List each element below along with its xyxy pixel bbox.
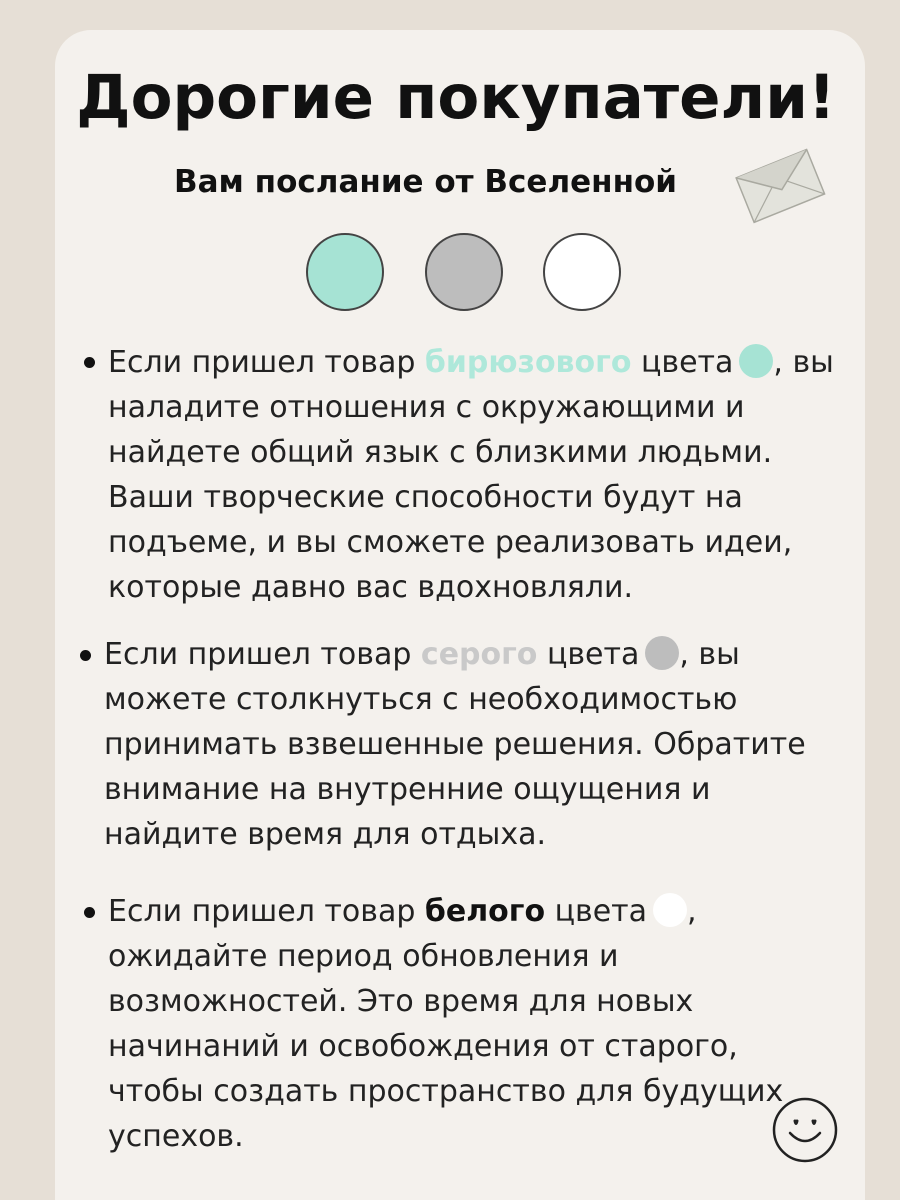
item-line: принимать взвешенные решения. Обратите	[104, 727, 806, 762]
bullet-gray	[80, 650, 91, 661]
item-line: наладите отношения с окружающими и	[108, 390, 745, 425]
swatch-gray	[425, 233, 503, 311]
turquoise-dot-icon	[739, 344, 773, 378]
item-intro: Если пришел товар	[108, 894, 425, 929]
item-gray	[104, 632, 806, 857]
keyword-gray: серого	[420, 637, 538, 672]
white-dot-icon	[653, 893, 687, 927]
item-tail: ,	[687, 894, 697, 929]
swatch-white	[543, 233, 621, 311]
item-line: Ваши творческие способности будут на	[108, 480, 743, 515]
item-line: начинаний и освобождения от старого,	[108, 1029, 738, 1064]
subtitle: Вам послание от Вселенной	[174, 164, 678, 200]
item-intro: Если пришел товар	[104, 637, 421, 672]
swatch-turquoise	[306, 233, 384, 311]
item-tail: , вы	[773, 345, 834, 380]
bullet-white	[84, 907, 95, 918]
item-line: возможностей. Это время для новых	[108, 984, 694, 1019]
bullet-turquoise	[84, 357, 95, 368]
item-line: чтобы создать пространство для будущих	[108, 1074, 784, 1109]
item-white-first-line	[108, 889, 783, 934]
item-color-word: цвета	[537, 637, 640, 672]
item-line: успехов.	[108, 1119, 244, 1154]
item-line: ожидайте период обновления и	[108, 939, 619, 974]
item-turquoise	[108, 340, 834, 610]
page-title: Дорогие покупатели!	[76, 62, 836, 133]
keyword-white: белого	[424, 894, 546, 929]
envelope-icon	[730, 140, 830, 230]
keyword-turquoise: бирюзового	[424, 345, 632, 380]
item-color-word: цвета	[545, 894, 648, 929]
gray-dot-icon	[645, 636, 679, 670]
item-line: найдете общий язык с близкими людьми.	[108, 435, 773, 470]
item-line: можете столкнуться с необходимостью	[104, 682, 738, 717]
item-tail: , вы	[679, 637, 740, 672]
smiley-icon	[770, 1095, 840, 1165]
item-color-word: цвета	[631, 345, 734, 380]
item-intro: Если пришел товар	[108, 345, 425, 380]
item-white	[108, 889, 783, 1159]
item-turquoise-first-line	[108, 340, 834, 385]
item-gray-first-line	[104, 632, 806, 677]
item-line: которые давно вас вдохновляли.	[108, 570, 634, 605]
item-line: найдите время для отдыха.	[104, 817, 547, 852]
item-line: внимание на внутренние ощущения и	[104, 772, 711, 807]
item-line: подъеме, и вы сможете реализовать идеи,	[108, 525, 793, 560]
